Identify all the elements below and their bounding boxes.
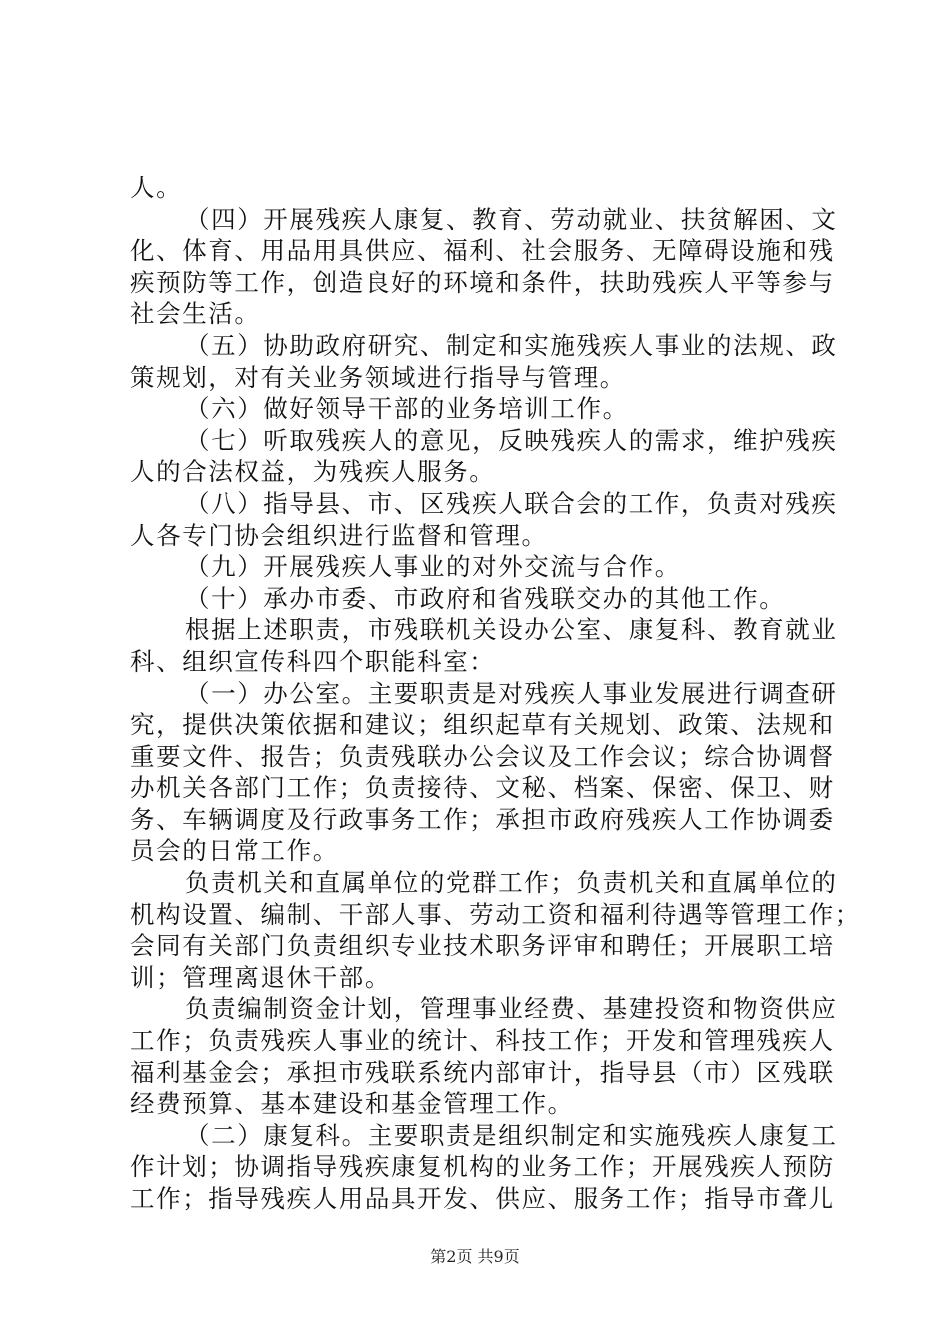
text-line: 员会的日常工作。: [130, 836, 339, 866]
text-line: 福利基金会；承担市残联系统内部审计，指导县（市）区残联: [130, 1057, 835, 1087]
text-line: （一）办公室。主要职责是对残疾人事业发展进行调查研: [185, 678, 838, 708]
text-line: （二）康复科。主要职责是组织制定和实施残疾人康复工: [185, 1120, 838, 1150]
text-line: 策规划，对有关业务领域进行指导与管理。: [130, 362, 626, 392]
text-line: 作计划；协调指导残疾康复机构的业务工作；开展残疾人预防: [130, 1152, 835, 1182]
text-line: （五）协助政府研究、制定和实施残疾人事业的法规、政: [185, 330, 838, 360]
text-line: （十）承办市委、市政府和省残联交办的其他工作。: [185, 583, 786, 613]
text-line: 化、体育、用品用具供应、福利、社会服务、无障碍设施和残: [130, 236, 835, 266]
text-line: 人的合法权益，为残疾人服务。: [130, 457, 496, 487]
text-line: 重要文件、报告；负责残联办公会议及工作会议；综合协调督: [130, 741, 835, 771]
text-line: 工作；指导残疾人用品具开发、供应、服务工作；指导市聋儿: [130, 1184, 835, 1213]
text-line: 社会生活。: [130, 299, 261, 329]
text-line: 负责编制资金计划，管理事业经费、基建投资和物资供应: [185, 994, 838, 1024]
text-line: （九）开展残疾人事业的对外交流与合作。: [185, 552, 681, 582]
text-line: 工作；负责残疾人事业的统计、科技工作；开发和管理残疾人: [130, 1026, 835, 1056]
text-line: 会同有关部门负责组织专业技术职务评审和聘任；开展职工培: [130, 931, 835, 961]
text-line: 疾预防等工作，创造良好的环境和条件，扶助残疾人平等参与: [130, 267, 835, 297]
text-line: 办机关各部门工作；负责接待、文秘、档案、保密、保卫、财: [130, 773, 835, 803]
text-line: 机构设置、编制、干部人事、劳动工资和福利待遇等管理工作；: [130, 899, 861, 929]
text-line: （七）听取残疾人的意见，反映残疾人的需求，维护残疾: [185, 425, 838, 455]
page-footer: 第2页 共9页: [430, 1247, 520, 1266]
text-line: 根据上述职责，市残联机关设办公室、康复科、教育就业: [185, 615, 838, 645]
text-line: 究，提供决策依据和建议；组织起草有关规划、政策、法规和: [130, 710, 835, 740]
text-line: 务、车辆调度及行政事务工作；承担市政府残疾人工作协调委: [130, 804, 835, 834]
text-line: （四）开展残疾人康复、教育、劳动就业、扶贫解困、文: [185, 204, 838, 234]
document-body: [130, 172, 861, 1215]
text-line: 负责机关和直属单位的党群工作；负责机关和直属单位的: [185, 868, 838, 898]
text-line: （八）指导县、市、区残疾人联合会的工作，负责对残疾: [185, 488, 838, 518]
text-line: 经费预算、基本建设和基金管理工作。: [130, 1089, 574, 1119]
text-line: 科、组织宣传科四个职能科室：: [130, 646, 496, 676]
text-line: 训；管理离退休干部。: [130, 962, 391, 992]
text-line: 人。: [130, 173, 183, 202]
text-line: 人各专门协会组织进行监督和管理。: [130, 520, 548, 550]
text-line: （六）做好领导干部的业务培训工作。: [185, 394, 629, 424]
